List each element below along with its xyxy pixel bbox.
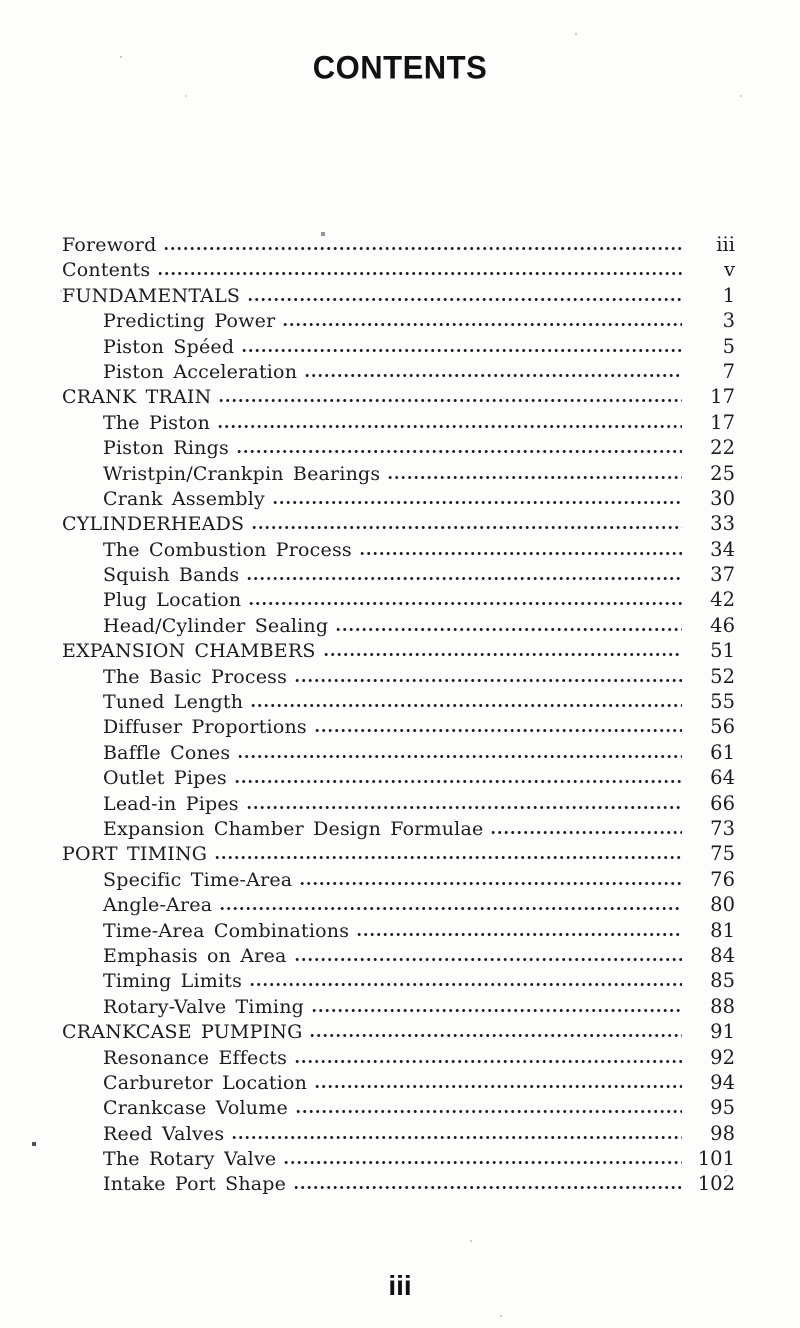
toc-entry-label: Squish Bands <box>103 564 240 587</box>
dot-leader <box>251 703 682 708</box>
toc-entry-label: Crankcase Volume <box>103 1097 288 1120</box>
dot-leader <box>312 1008 682 1013</box>
toc-entry-page-number: 95 <box>710 1096 735 1120</box>
toc-entry-page-number: 7 <box>722 359 735 383</box>
toc-entry-label: Head/Cylinder Sealing <box>103 614 329 637</box>
toc-entry-label: Carburetor Location <box>103 1071 308 1094</box>
toc-entry-page-number: 3 <box>722 309 735 333</box>
toc-entry-page-number: 81 <box>710 918 735 942</box>
toc-entry <box>62 639 735 664</box>
toc-entry <box>62 690 735 715</box>
toc-entry-page-number: 46 <box>710 613 735 637</box>
dot-leader <box>235 779 682 784</box>
toc-entry <box>62 512 735 537</box>
toc-entry-label: PORT TIMING <box>62 843 208 866</box>
toc-entry <box>62 1046 735 1071</box>
toc-entry-page-number: 52 <box>710 664 735 688</box>
toc-entry <box>62 436 735 461</box>
toc-entry <box>62 893 735 918</box>
toc-entry-label: CRANK TRAIN <box>62 386 212 409</box>
dot-leader <box>310 1033 682 1038</box>
toc-entry-label: Crank Assembly <box>103 487 265 510</box>
dot-leader <box>295 1059 682 1064</box>
page-title: CONTENTS <box>312 49 488 86</box>
dot-leader <box>315 1084 682 1089</box>
toc-entry-page-number: 25 <box>710 461 735 485</box>
toc-entry-label: Baffle Cones <box>103 741 231 764</box>
dot-leader <box>284 1160 682 1165</box>
toc-entry-page-number: 17 <box>710 410 735 434</box>
toc-entry <box>62 1172 735 1197</box>
dot-leader <box>294 1185 682 1190</box>
dot-leader <box>300 881 682 886</box>
dot-leader <box>305 373 682 378</box>
dot-leader <box>388 475 682 480</box>
toc-entry-page-number: 101 <box>697 1147 735 1171</box>
dot-leader <box>247 805 682 810</box>
toc-entry <box>62 715 735 740</box>
toc-entry <box>62 842 735 867</box>
toc-entry-label: Rotary-Valve Timing <box>103 995 305 1018</box>
toc-entry <box>62 258 735 283</box>
toc-entry-page-number: 61 <box>710 740 735 764</box>
toc-entry-label: The Rotary Valve <box>103 1148 277 1171</box>
toc-entry-page-number: 88 <box>710 994 735 1018</box>
dot-leader <box>315 728 682 733</box>
toc-entry <box>62 1122 735 1147</box>
dot-leader <box>295 678 682 683</box>
toc-entry <box>62 284 735 309</box>
toc-entry-label: Tuned Length <box>103 691 244 714</box>
toc-entry <box>62 995 735 1020</box>
toc-entry <box>62 487 735 512</box>
toc-entry-page-number: iii <box>716 233 735 256</box>
toc-entry-page-number: 66 <box>710 791 735 815</box>
toc-entry-page-number: 75 <box>710 842 735 866</box>
toc-entry-page-number: 42 <box>710 588 735 612</box>
toc-entry-page-number: 33 <box>710 512 735 536</box>
toc-entry <box>62 1020 735 1045</box>
toc-entry <box>62 614 735 639</box>
toc-entry-page-number: 94 <box>710 1070 735 1094</box>
toc-entry-page-number: 1 <box>722 283 735 307</box>
toc-entry-label: EXPANSION CHAMBERS <box>62 640 316 663</box>
dot-leader <box>232 1135 682 1140</box>
dot-leader <box>250 982 682 987</box>
toc-entry <box>62 385 735 410</box>
toc-entry <box>62 868 735 893</box>
toc-entry-page-number: 80 <box>710 893 735 917</box>
dot-leader <box>220 906 682 911</box>
toc-entry-label: Piston Rings <box>103 437 229 460</box>
toc-entry <box>62 1147 735 1172</box>
toc-entry-label: Contents <box>62 259 151 282</box>
dot-leader <box>357 932 682 937</box>
toc-entry-label: Intake Port Shape <box>103 1173 287 1196</box>
toc-entry <box>62 741 735 766</box>
dot-leader <box>283 322 682 327</box>
toc-entry-label: Emphasis on Area <box>103 944 287 967</box>
toc-entry <box>62 766 735 791</box>
toc-entry-page-number: 51 <box>710 639 735 663</box>
dot-leader <box>248 297 682 302</box>
toc-entry <box>62 792 735 817</box>
dot-leader <box>247 576 682 581</box>
toc-entry-page-number: 76 <box>710 867 735 891</box>
toc-entry <box>62 563 735 588</box>
dot-leader <box>215 855 682 860</box>
toc-entry-label: Timing Limits <box>103 970 243 993</box>
toc-entry-page-number: 98 <box>710 1121 735 1145</box>
toc-entry <box>62 919 735 944</box>
toc-entry <box>62 817 735 842</box>
toc-entry-page-number: 73 <box>710 816 735 840</box>
dot-leader <box>295 957 682 962</box>
toc-entry <box>62 411 735 436</box>
dot-leader <box>273 500 682 505</box>
toc-entry-page-number: 91 <box>710 1020 735 1044</box>
toc-entry-page-number: 55 <box>710 690 735 714</box>
toc-entry <box>62 462 735 487</box>
scan-speckles <box>0 0 2 2</box>
toc-list <box>62 233 735 1198</box>
toc-entry-page-number: 84 <box>710 943 735 967</box>
dot-leader <box>218 424 682 429</box>
toc-entry-label: Diffuser Proportions <box>103 716 307 739</box>
toc-entry-label: Wristpin/Crankpin Bearings <box>103 462 381 485</box>
dot-leader <box>164 246 682 251</box>
dot-leader <box>158 271 682 276</box>
toc-entry <box>62 538 735 563</box>
toc-entry <box>62 335 735 360</box>
toc-entry-page-number: 92 <box>710 1045 735 1069</box>
toc-entry-label: The Combustion Process <box>103 538 352 561</box>
dot-leader <box>242 348 682 353</box>
toc-entry-label: Time-Area Combinations <box>103 919 350 942</box>
toc-entry-label: CYLINDERHEADS <box>62 513 245 536</box>
toc-entry <box>62 309 735 334</box>
dot-leader <box>249 601 682 606</box>
page-number-footer: iii <box>388 1270 412 1301</box>
toc-entry <box>62 1096 735 1121</box>
toc-entry <box>62 944 735 969</box>
dot-leader <box>491 830 682 835</box>
toc-entry-page-number: 22 <box>710 436 735 460</box>
toc-entry-label: Piston Acceleration <box>103 360 298 383</box>
toc-entry-label: Expansion Chamber Design Formulae <box>103 817 484 840</box>
dot-leader <box>324 652 682 657</box>
dot-leader <box>336 627 682 632</box>
dot-leader <box>238 754 682 759</box>
dot-leader <box>237 449 682 454</box>
toc-entry-label: Outlet Pipes <box>103 767 227 790</box>
toc-entry-label: Foreword <box>62 234 157 256</box>
dot-leader <box>360 551 682 556</box>
toc-entry <box>62 1071 735 1096</box>
toc-entry <box>62 233 735 258</box>
toc-entry <box>62 665 735 690</box>
toc-entry-page-number: v <box>723 258 735 282</box>
toc-entry-page-number: 64 <box>710 766 735 790</box>
toc-entry <box>62 969 735 994</box>
toc-entry-label: Resonance Effects <box>103 1046 288 1069</box>
toc-entry-label: The Piston <box>103 411 211 434</box>
toc-entry-page-number: 37 <box>710 563 735 587</box>
toc-entry-label: Lead-in Pipes <box>103 792 239 815</box>
toc-entry-label: Predicting Power <box>103 310 276 333</box>
dot-leader <box>219 398 682 403</box>
toc-entry-label: Piston Spéed <box>103 335 235 358</box>
toc-entry <box>62 588 735 613</box>
dot-leader <box>296 1109 682 1114</box>
toc-entry-label: FUNDAMENTALS <box>62 284 241 307</box>
toc-entry-page-number: 102 <box>697 1172 735 1196</box>
toc-entry-label: Angle-Area <box>103 894 213 917</box>
toc-entry-page-number: 56 <box>710 715 735 739</box>
toc-entry-page-number: 5 <box>722 334 735 358</box>
toc-entry-page-number: 34 <box>710 537 735 561</box>
toc-entry-page-number: 30 <box>710 486 735 510</box>
toc-entry-page-number: 85 <box>710 969 735 993</box>
toc-entry-label: The Basic Process <box>103 665 288 688</box>
toc-entry <box>62 360 735 385</box>
toc-entry-label: Reed Valves <box>103 1122 225 1145</box>
toc-entry-label: CRANKCASE PUMPING <box>62 1021 303 1044</box>
toc-entry-label: Specific Time-Area <box>103 868 293 891</box>
toc-entry-label: Plug Location <box>103 589 242 612</box>
toc-entry-page-number: 17 <box>710 385 735 409</box>
dot-leader <box>252 525 682 530</box>
